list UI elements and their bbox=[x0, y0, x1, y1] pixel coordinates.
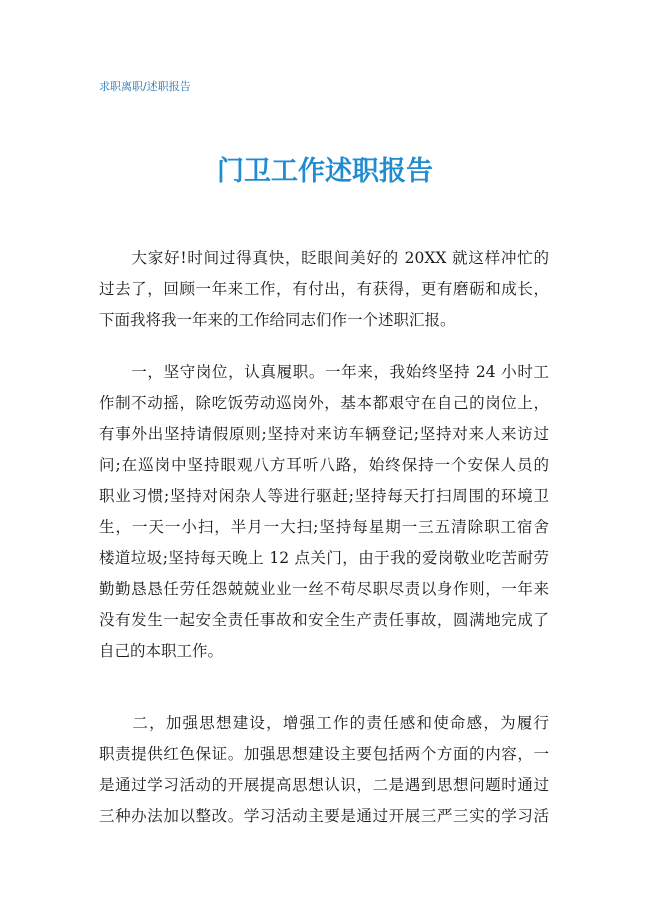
paragraph-line: 是通过学习活动的开展提高思想认识，二是遇到思想问题时通过 bbox=[99, 776, 549, 794]
paragraph-line: 楼道垃圾;坚持每天晚上 12 点关门，由于我的爱岗敬业吃苦耐劳 bbox=[99, 549, 549, 567]
paragraph-2 bbox=[99, 357, 549, 667]
paragraph-line: 问;在巡岗中坚持眼观八方耳听八路，始终保持一个安保人员的 bbox=[99, 456, 549, 474]
paragraph-line: 大家好!时间过得真快，眨眼间美好的 20XX 就这样冲忙的 bbox=[99, 249, 549, 267]
paragraph-line: 有事外出坚持请假原则;坚持对来访车辆登记;坚持对来人来访过 bbox=[99, 425, 549, 443]
page-title: 门卫工作述职报告 bbox=[217, 156, 433, 187]
paragraph-line: 生，一天一小扫，半月一大扫;坚持每星期一三五清除职工宿舍 bbox=[99, 518, 549, 536]
paragraph-line: 一，坚守岗位，认真履职。一年来，我始终坚持 24 小时工 bbox=[99, 363, 549, 381]
paragraph-line: 三种办法加以整改。学习活动主要是通过开展三严三实的学习活 bbox=[99, 807, 549, 825]
paragraph-3 bbox=[99, 708, 549, 832]
paragraph-1 bbox=[99, 243, 549, 336]
paragraph-line: 过去了，回顾一年来工作，有付出，有获得，更有磨砺和成长， bbox=[99, 280, 549, 298]
paragraph-line: 二，加强思想建设，增强工作的责任感和使命感，为履行 bbox=[99, 714, 549, 732]
paragraph-line: 勤勤恳恳任劳任怨兢兢业业一丝不苟尽职尽责以身作则，一年来 bbox=[99, 580, 549, 598]
paragraph-line: 下面我将我一年来的工作给同志们作一个述职汇报。 bbox=[99, 311, 456, 329]
paragraph-line: 自己的本职工作。 bbox=[99, 642, 224, 660]
paragraph-line: 职业习惯;坚持对闲杂人等进行驱赶;坚持每天打扫周围的环境卫 bbox=[99, 487, 549, 505]
paragraph-line: 没有发生一起安全责任事故和安全生产责任事故，圆满地完成了 bbox=[99, 611, 549, 629]
paragraph-line: 作制不动摇，除吃饭劳动巡岗外，基本都艰守在自己的岗位上， bbox=[99, 394, 549, 412]
paragraph-line: 职责提供红色保证。加强思想建设主要包括两个方面的内容，一 bbox=[99, 745, 549, 763]
breadcrumb[interactable]: 求职离职/述职报告 bbox=[99, 80, 191, 93]
